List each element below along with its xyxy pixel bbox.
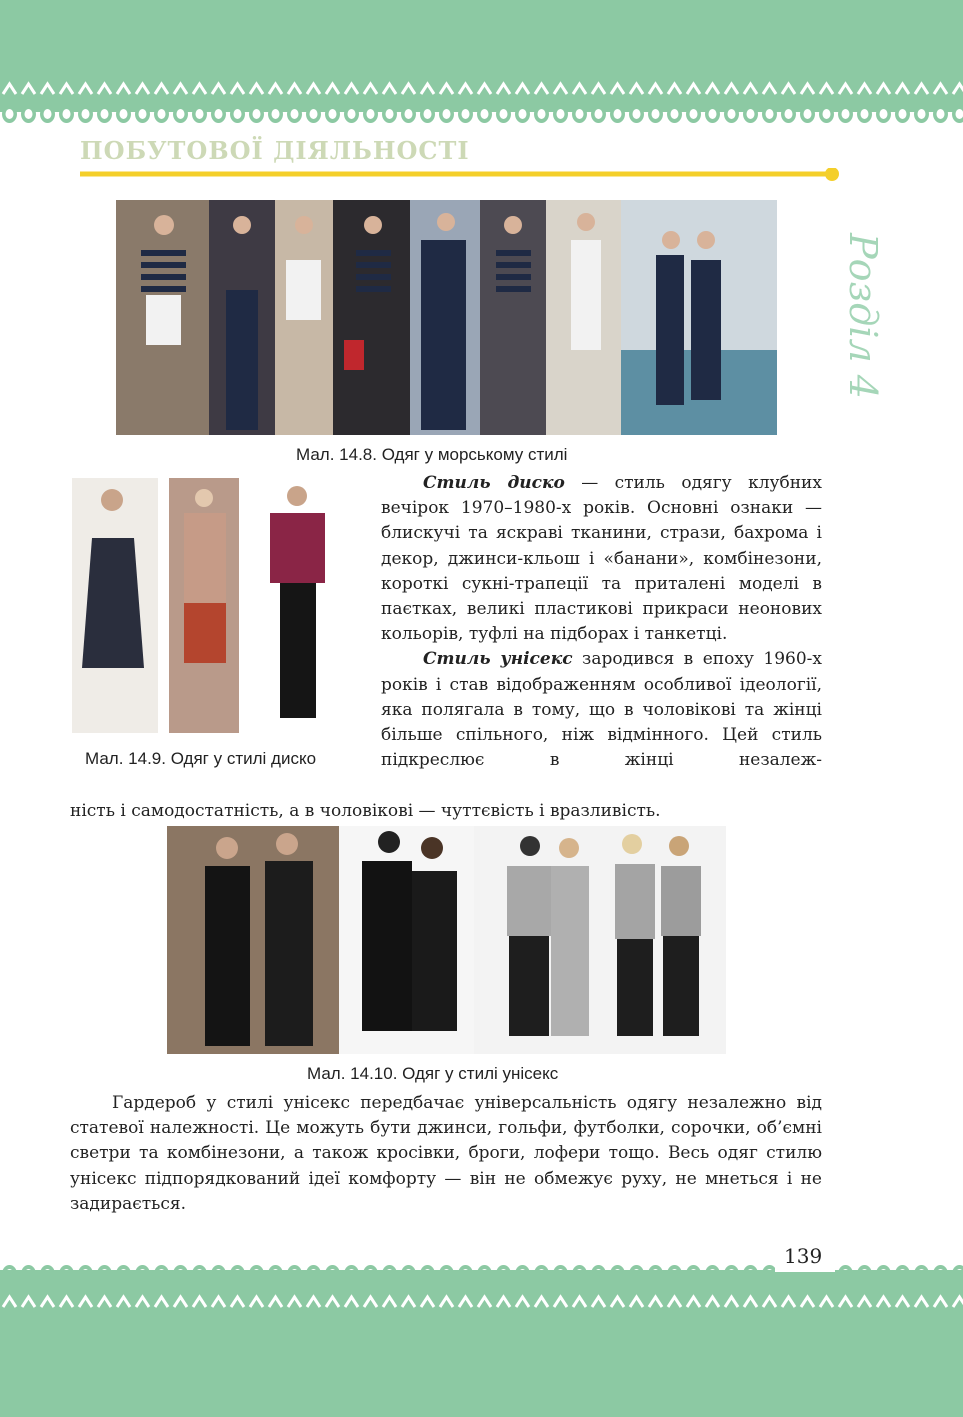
page-number: 139 [784,1244,823,1268]
disco-paragraph [381,471,822,773]
unisex-style-photos [167,826,726,1054]
disco-style-photos [72,478,344,733]
wardrobe-paragraph [70,1091,822,1217]
unisex-body-2: ність і самодостатність, а в чоловікові — чуттєвість і вразливість. [70,801,661,821]
unisex-body-1: зародився в епоху 1960-х років і став відображенням особливої ідеології, яка полягала в тому, що в чоловікові та жінці більше спільного, ніж відмінного. Цей стиль підкреслює в жінці незалеж- [381,649,823,771]
top-chevron-row [0,78,963,100]
disco-body: — стиль одягу клубних вечірок 1970–1980-х років. Основні ознаки — блискучі та яскраві тканини, стрази, бахрома і декор, джинси-кльош і «банани», комбінезони, короткі сукні-трапеції та приталені моделі в паєтках, великі пластикові прикраси неонових кольорів, туфлі на підборах і танкетці. [381,473,822,645]
bottom-chevron-row [0,1290,963,1314]
unisex-term: Стиль унісекс [423,649,573,670]
disco-term: Стиль диско [423,473,565,493]
top-scallop-edge [0,104,963,130]
wardrobe-text: Гардероб у стилі унісекс передбачає універсальність одягу незалежно від статевої належності. Це можуть бути джинси, гольфи, футболки, сорочки, об’ємні светри та комбінезони, а також кросівки, броги, лофери тощо. Весь одяг стилю унісекс підпорядкований ідеї комфорту — він не обмежує руху, не мнеться і не задирається. [70,1093,822,1214]
figure-caption-nautical: Мал. 14.8. Одяг у морському стилі [296,445,568,464]
figure-caption-disco: Мал. 14.9. Одяг у стилі диско [85,749,317,768]
figure-caption-unisex: Мал. 14.10. Одяг у стилі унісекс [307,1064,559,1083]
section-title: ПОБУТОВОЇ ДІЯЛЬНОСТІ [80,136,470,165]
chapter-label: Розділ 4 [841,233,885,399]
unisex-paragraph-end [70,799,822,824]
title-underline [80,168,850,182]
nautical-style-photo-strip [116,200,777,435]
chapter-side-label [828,233,898,399]
